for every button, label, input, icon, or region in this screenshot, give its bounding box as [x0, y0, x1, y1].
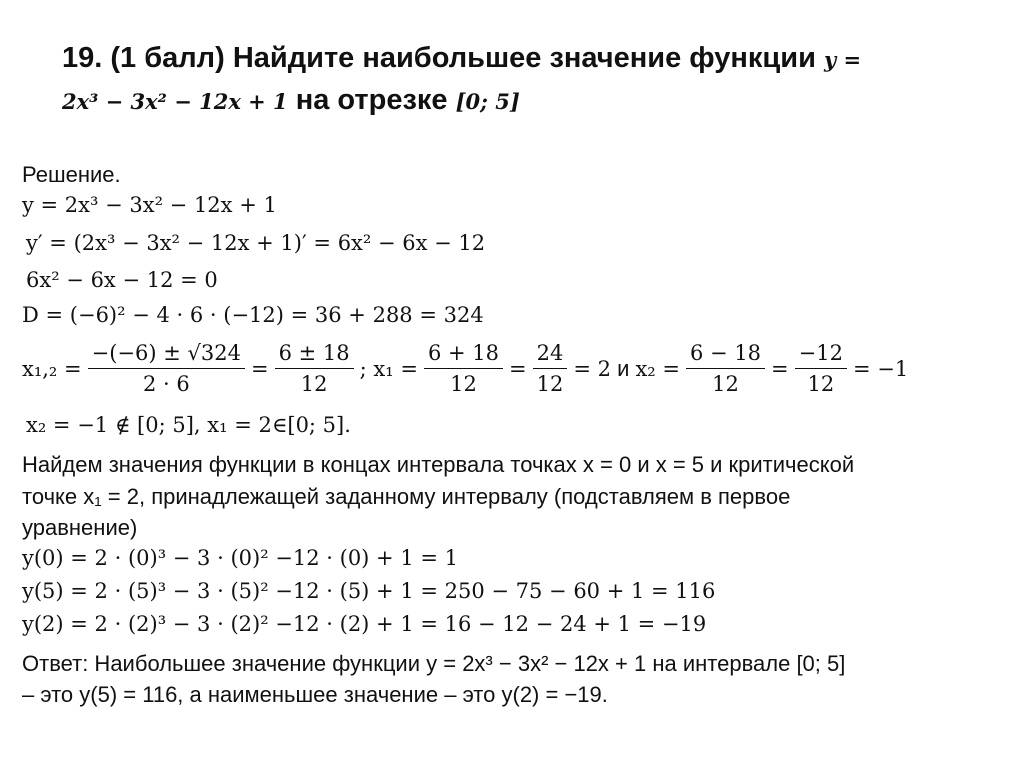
title-text: 19. (1 балл) Найдите наибольшее значение функции — [62, 42, 824, 74]
and-word: и — [610, 355, 636, 381]
root-value: = 2 — [573, 356, 611, 381]
fraction — [424, 340, 503, 397]
denominator: 12 — [450, 372, 477, 396]
denominator: 2 · 6 — [142, 372, 190, 396]
fraction — [686, 340, 765, 397]
value-y0: y(0) = 2 · (0)³ − 3 · (0)² −12 · (0) + 1 = 1 — [22, 546, 458, 570]
equals: = — [508, 356, 527, 381]
answer-line: Ответ: Наибольшее значение функции y = 2x³ − 3x² − 12x + 1 на интервале [0; 5] — [22, 651, 846, 676]
explanation-line: точке x₁ = 2, принадлежащей заданному интервалу (подставляем в первое — [22, 484, 791, 509]
roots-line — [22, 340, 908, 397]
title-interval: [0; 5] — [455, 89, 520, 114]
numerator: −12 — [795, 340, 847, 369]
roots-membership-line: x₂ = −1 ∉ [0; 5], x₁ = 2∈[0; 5]. — [26, 413, 351, 437]
denominator: 12 — [712, 372, 739, 396]
denominator: 12 — [536, 372, 564, 396]
fraction — [275, 340, 354, 397]
explanation-line: уравнение) — [22, 515, 138, 540]
numerator: 6 + 18 — [424, 340, 503, 369]
numerator: −(−6) ± √324 — [88, 340, 245, 369]
problem-title — [62, 38, 962, 122]
value-y2: y(2) = 2 · (2)³ − 3 · (2)² −12 · (2) + 1 = 16 − 12 − 24 + 1 = −19 — [22, 612, 707, 636]
equals: = — [251, 356, 269, 381]
x2-lhs: x₂ = — [635, 356, 681, 381]
roots-lhs: x₁,₂ = — [22, 356, 82, 381]
discriminant-line: D = (−6)² − 4 · 6 · (−12) = 36 + 288 = 324 — [22, 303, 484, 327]
quadratic-line: 6x² − 6x − 12 = 0 — [26, 268, 218, 292]
numerator: 6 − 18 — [686, 340, 765, 369]
fraction — [795, 340, 847, 397]
numerator: 6 ± 18 — [275, 340, 354, 369]
denominator: 12 — [300, 372, 328, 396]
title-formula-2: 2x³ − 3x² − 12x + 1 — [62, 89, 288, 114]
solution-heading: Решение. — [22, 162, 121, 187]
derivative-line: y′ = (2x³ − 3x² − 12x + 1)′ = 6x² − 6x − 12 — [26, 231, 486, 255]
numerator: 24 — [533, 340, 568, 369]
root-value: = −1 — [852, 356, 909, 381]
explanation-line: Найдем значения функции в концах интервала точках x = 0 и x = 5 и критической — [22, 452, 855, 477]
denominator: 12 — [807, 372, 835, 396]
fraction — [533, 340, 568, 397]
title-tail: на отрезке — [287, 84, 456, 116]
value-y5: y(5) = 2 · (5)³ − 3 · (5)² −12 · (5) + 1 = 250 − 75 − 60 + 1 = 116 — [22, 579, 716, 603]
equals: = — [771, 356, 789, 381]
title-formula: y = — [823, 47, 862, 72]
separator: ; x₁ = — [359, 356, 418, 381]
answer-line: – это y(5) = 116, а наименьшее значение – это y(2) = −19. — [22, 682, 608, 707]
fraction — [88, 340, 245, 397]
equation-line: y = 2x³ − 3x² − 12x + 1 — [22, 193, 277, 217]
